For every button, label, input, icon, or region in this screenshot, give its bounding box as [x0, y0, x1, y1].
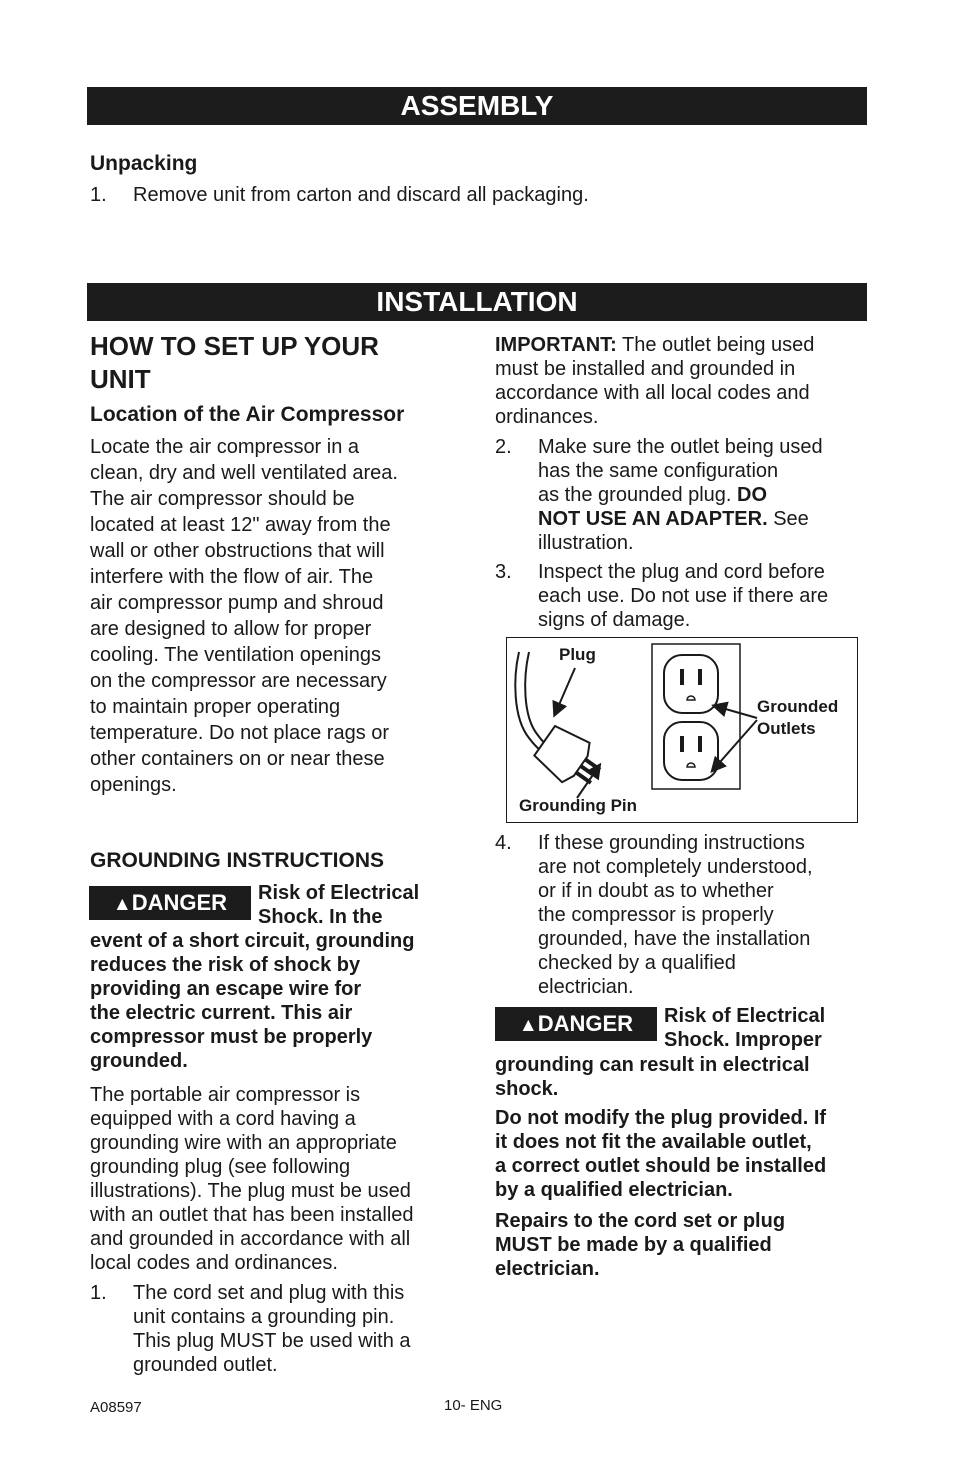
text-line: must be installed and grounded in: [495, 358, 796, 380]
text-line: grounding can result in electrical: [495, 1054, 810, 1076]
text-line: ordinances.: [495, 406, 599, 428]
danger-label: DANGER: [131, 890, 228, 915]
text-line: unit contains a grounding pin.: [133, 1306, 395, 1328]
text-line: The cord set and plug with this: [133, 1282, 405, 1304]
grounding-heading: GROUNDING INSTRUCTIONS: [90, 849, 384, 872]
text-line: and grounded in accordance with all: [90, 1228, 411, 1250]
text-line: openings.: [90, 774, 177, 796]
text-line: are not completely understood,: [538, 856, 813, 878]
plug-label: Plug: [559, 645, 596, 664]
unpacking-step-1: [90, 182, 790, 208]
item-number: 4.: [495, 832, 512, 854]
item-number: 2.: [495, 436, 512, 458]
danger2-text: [495, 1053, 865, 1101]
text-line: shock.: [495, 1078, 559, 1100]
text-line: Inspect the plug and cord before: [538, 561, 825, 583]
text-line: signs of damage.: [538, 609, 691, 631]
text-line: has the same configuration: [538, 460, 779, 482]
plug-icon: [531, 721, 609, 796]
setup-heading: [90, 330, 379, 396]
list-item-4: [495, 831, 865, 999]
document-code: A08597: [90, 1399, 142, 1416]
text-line: Grounded: [757, 697, 839, 716]
text-line: This plug MUST be used with a: [133, 1330, 411, 1352]
text-span: See: [767, 508, 809, 530]
danger1-heading: [258, 881, 419, 929]
text-line: The air compressor should be: [90, 488, 355, 510]
text-line: Locate the air compressor in a: [90, 436, 360, 458]
page-number: 10- ENG: [444, 1397, 503, 1414]
assembly-title: ASSEMBLY: [400, 90, 554, 121]
text-line: the compressor is properly: [538, 904, 774, 926]
text-line: with an outlet that has been installed: [90, 1204, 414, 1226]
list-item-2: [495, 435, 865, 555]
text-line: event of a short circuit, grounding: [90, 930, 415, 952]
text-line: checked by a qualified: [538, 952, 736, 974]
text-line: the electric current. This air: [90, 1002, 353, 1024]
text-line: grounded, have the installation: [538, 928, 811, 950]
text-line: illustration.: [538, 532, 634, 554]
text-line: grounding wire with an appropriate: [90, 1132, 397, 1154]
text-line: illustrations). The plug must be used: [90, 1180, 411, 1202]
list-item-3: [495, 560, 865, 632]
danger-badge: [89, 886, 251, 920]
danger-label: DANGER: [537, 1011, 634, 1036]
text-line: on the compressor are necessary: [90, 670, 387, 692]
text-span: as the grounded plug.: [538, 484, 738, 506]
setup-heading-line: HOW TO SET UP YOUR: [90, 331, 379, 361]
danger2-heading: [664, 1004, 825, 1052]
text-line: accordance with all local codes and: [495, 382, 810, 404]
text-line: [538, 483, 865, 507]
text-line: grounded outlet.: [133, 1354, 278, 1376]
text-line: located at least 12" away from the: [90, 514, 391, 536]
danger1-text: [90, 929, 460, 1073]
outlet-icon: [664, 655, 718, 713]
text-line: Do not modify the plug provided. If: [495, 1107, 827, 1129]
text-line: Shock. Improper: [664, 1029, 822, 1051]
text-span: DO: [737, 484, 768, 506]
item-number: 3.: [495, 561, 512, 583]
important-paragraph: [495, 333, 865, 429]
list-item-1: [90, 1281, 460, 1377]
text-line: wall or other obstructions that will: [90, 540, 385, 562]
text-line: [495, 333, 865, 357]
modify-warning: [495, 1106, 865, 1202]
text-line: or if in doubt as to whether: [538, 880, 774, 902]
text-line: The portable air compressor is: [90, 1084, 361, 1106]
text-line: providing an escape wire for: [90, 978, 362, 1000]
portable-paragraph: [90, 1083, 460, 1275]
text-line: Make sure the outlet being used: [538, 436, 823, 458]
location-paragraph: [90, 434, 460, 798]
text-line: equipped with a cord having a: [90, 1108, 356, 1130]
text-line: Risk of Electrical: [664, 1005, 826, 1027]
text-line: electrician.: [495, 1258, 600, 1280]
danger-badge: [495, 1007, 657, 1041]
text-line: other containers on or near these: [90, 748, 385, 770]
installation-title-bar: [87, 283, 867, 321]
grounding-pin-label: Grounding Pin: [519, 796, 638, 815]
text-line: Shock. In the: [258, 906, 383, 928]
text-line: Outlets: [757, 719, 816, 738]
text-line: MUST be made by a qualified: [495, 1234, 772, 1256]
text-line: electrician.: [538, 976, 634, 998]
text-line: If these grounding instructions: [538, 832, 805, 854]
text-line: to maintain proper operating: [90, 696, 341, 718]
text-line: [538, 507, 865, 531]
text-line: reduces the risk of shock by: [90, 954, 361, 976]
text-line: are designed to allow for proper: [90, 618, 372, 640]
text-line: temperature. Do not place rags or: [90, 722, 390, 744]
text-line: it does not fit the available outlet,: [495, 1131, 812, 1153]
text-span: NOT USE AN ADAPTER.: [538, 508, 768, 530]
text-line: Risk of Electrical: [258, 882, 420, 904]
location-heading: Location of the Air Compressor: [90, 403, 405, 426]
step-number: 1.: [90, 184, 107, 206]
assembly-title-bar: [87, 87, 867, 125]
grounding-illustration: [506, 637, 858, 823]
text-line: compressor must be properly: [90, 1026, 373, 1048]
text-line: air compressor pump and shroud: [90, 592, 384, 614]
text-line: Repairs to the cord set or plug: [495, 1210, 786, 1232]
warning-triangle-icon: ▲: [112, 894, 132, 915]
text-line: interfere with the flow of air. The: [90, 566, 374, 588]
text-line: grounded.: [90, 1050, 188, 1072]
text-line: clean, dry and well ventilated area.: [90, 462, 398, 484]
text-span: The outlet being used: [616, 334, 815, 356]
installation-title: INSTALLATION: [376, 286, 578, 317]
repairs-warning: [495, 1209, 865, 1281]
text-line: cooling. The ventilation openings: [90, 644, 381, 666]
step-text: Remove unit from carton and discard all packaging.: [133, 184, 589, 206]
text-line: local codes and ordinances.: [90, 1252, 338, 1274]
text-line: by a qualified electrician.: [495, 1179, 733, 1201]
item-number: 1.: [90, 1282, 107, 1304]
warning-triangle-icon: ▲: [518, 1015, 538, 1036]
setup-heading-line: UNIT: [90, 364, 151, 394]
outlet-icon: [664, 722, 718, 780]
grounded-outlets-label: [757, 696, 838, 740]
unpacking-heading: Unpacking: [90, 152, 198, 175]
text-line: grounding plug (see following: [90, 1156, 351, 1178]
important-label: IMPORTANT:: [495, 334, 617, 356]
text-line: each use. Do not use if there are: [538, 585, 829, 607]
text-line: a correct outlet should be installed: [495, 1155, 827, 1177]
